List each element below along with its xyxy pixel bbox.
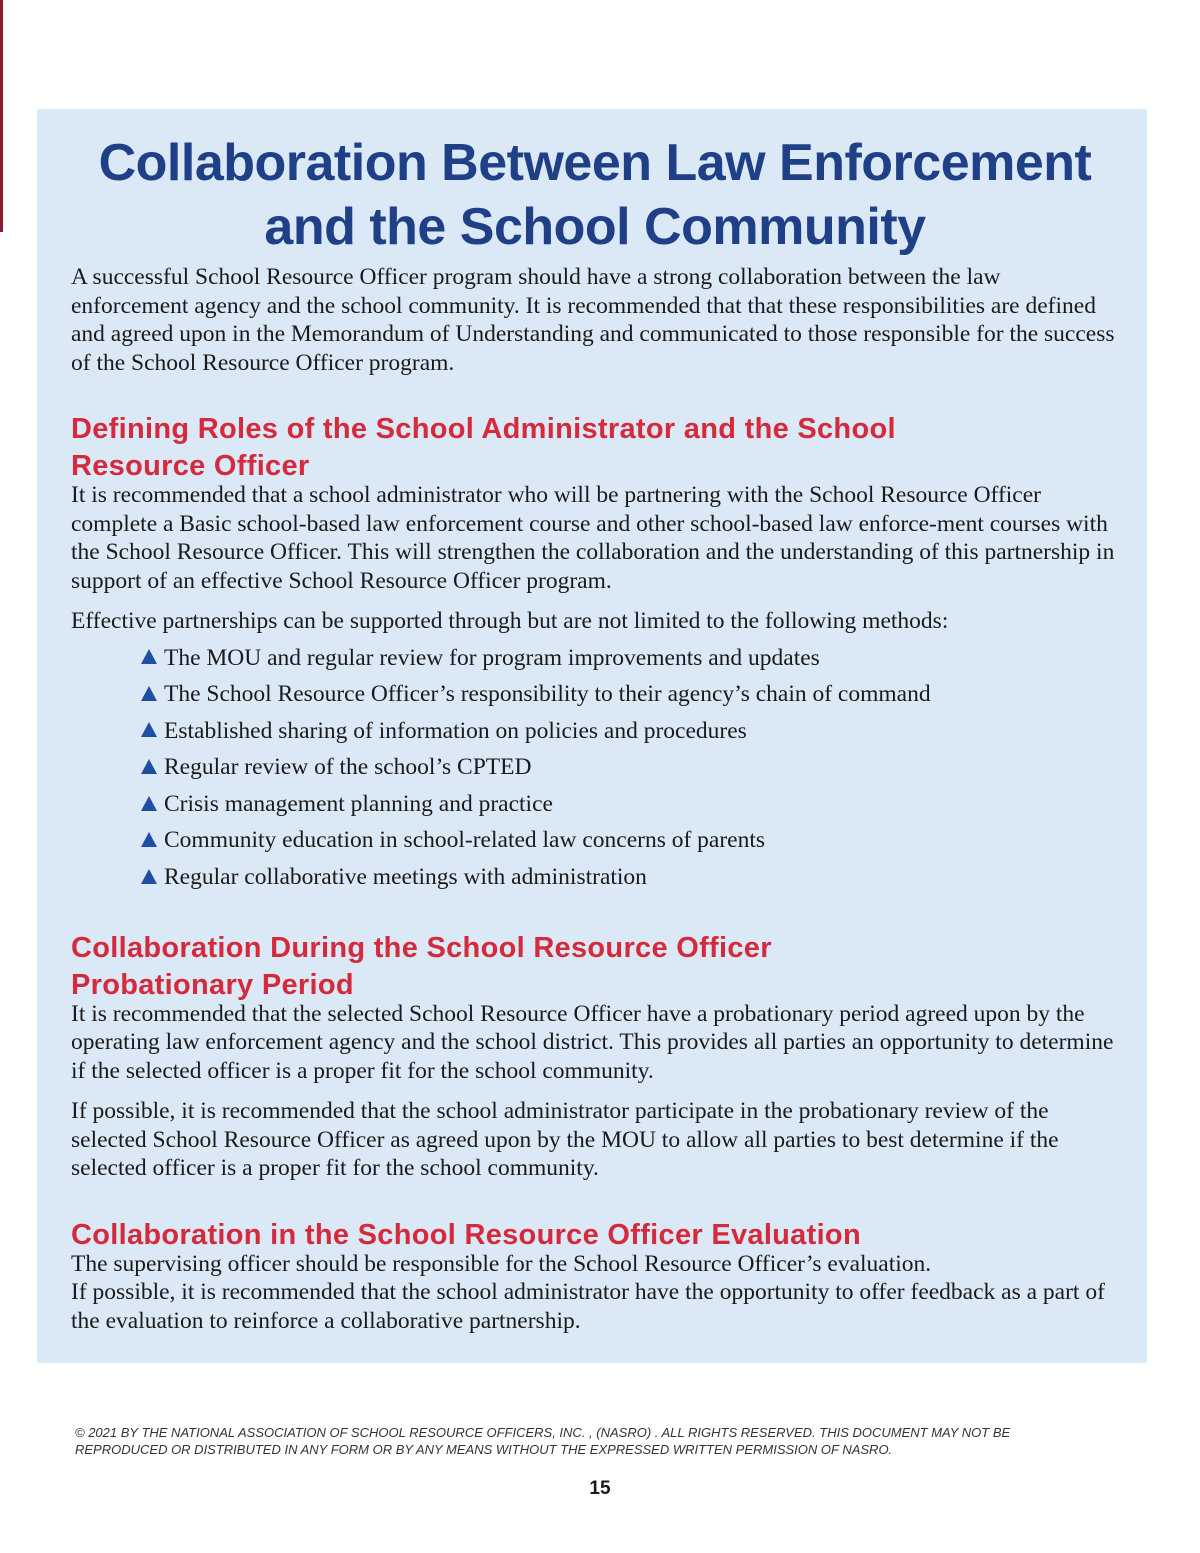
section-heading-line: Probationary Period — [71, 968, 354, 1001]
section-heading-evaluation — [71, 1217, 1119, 1254]
page-number: 15 — [589, 1478, 611, 1499]
paragraph-admin-feedback: If possible, it is recommended that the school administrator have the opportunity to offer feedback as a part of the evaluation to reinforce a collaborative partnership. — [71, 1279, 1105, 1334]
list-item-text: The MOU and regular review for program improvements and updates — [164, 644, 820, 671]
section-heading-line: Collaboration in the School Resource Officer Evaluation — [71, 1218, 861, 1251]
triangle-bullet-icon — [141, 869, 157, 884]
triangle-bullet-icon — [141, 832, 157, 847]
methods-list — [71, 640, 1119, 896]
list-item-text: Established sharing of information on policies and procedures — [164, 717, 747, 744]
list-item — [141, 713, 1119, 750]
section-heading-probationary-period — [71, 930, 1119, 1004]
page-title-line-2: and the School Community — [264, 198, 926, 256]
paragraph-supervising-officer: The supervising officer should be responsible for the School Resource Officer’s evaluation. — [71, 1250, 932, 1277]
list-item — [141, 676, 1119, 713]
paragraph-admin-course: It is recommended that a school administrator who will be partnering with the School Resource Officer complete a Basic school-based law enforcement course and other school-based law enforce-ment courses with the School Resource Officer. This will strengthen the collaboration and the understanding of this partnership in support of an effective School Resource Officer program. — [71, 482, 1115, 594]
triangle-bullet-icon — [141, 722, 157, 737]
copyright-line-1: © 2021 BY THE NATIONAL ASSOCIATION OF SCHOOL RESOURCE OFFICERS, INC. , (NASRO) . ALL RIGHTS RESERVED. THIS DOCUMENT MAY NOT BE — [75, 1425, 1011, 1440]
copyright-line-2: REPRODUCED OR DISTRIBUTED IN ANY FORM OR BY ANY MEANS WITHOUT THE EXPRESSED WRITTEN PERMISSION OF NASRO. — [75, 1442, 893, 1457]
paragraph-partnership-methods: Effective partnerships can be supported through but are not limited to the following methods: — [71, 608, 949, 634]
paragraph-probationary-review: If possible, it is recommended that the school administrator participate in the probationary review of the selected School Resource Officer as agreed upon by the MOU to allow all parties to best determine if the selected officer is a proper fit for the school community. — [71, 1098, 1059, 1182]
list-item-text: Community education in school-related law concerns of parents — [164, 827, 766, 854]
content-panel — [37, 109, 1147, 1363]
section-heading-line: Defining Roles of the School Administrator and the School — [71, 413, 896, 445]
triangle-bullet-icon — [141, 686, 157, 701]
list-item — [141, 640, 1119, 677]
section-heading-line: Resource Officer — [71, 450, 310, 482]
list-item — [141, 859, 1119, 896]
page-title-line-1: Collaboration Between Law Enforcement — [98, 134, 1092, 192]
triangle-bullet-icon — [141, 759, 157, 774]
page-title — [71, 131, 1119, 259]
section-heading-line: Collaboration During the School Resource Officer — [71, 931, 772, 964]
copyright-notice — [75, 1424, 1135, 1458]
section-heading-defining-roles — [71, 411, 1119, 485]
list-item — [141, 822, 1119, 859]
list-item-text: Regular review of the school’s CPTED — [164, 754, 532, 781]
list-item — [141, 786, 1119, 823]
intro-paragraph: A successful School Resource Officer program should have a strong collaboration between the law enforcement agency and the school community. It is recommended that that these responsibilities are defined and agreed upon in the Memorandum of Understanding and communicated to those responsible for the success of the School Resource Officer program. — [71, 264, 1115, 376]
page-edge-mark — [0, 0, 3, 232]
triangle-bullet-icon — [141, 796, 157, 811]
list-item-text: Regular collaborative meetings with administration — [164, 864, 647, 891]
list-item-text: The School Resource Officer’s responsibility to their agency’s chain of command — [164, 681, 931, 708]
list-item — [141, 749, 1119, 786]
triangle-bullet-icon — [141, 649, 157, 664]
list-item-text: Crisis management planning and practice — [164, 790, 553, 817]
paragraph-probationary-period: It is recommended that the selected School Resource Officer have a probationary period agreed upon by the operating law enforcement agency and the school district. This provides all parties an opportunity to determine if the selected officer is a proper fit for the school community. — [71, 1000, 1114, 1084]
